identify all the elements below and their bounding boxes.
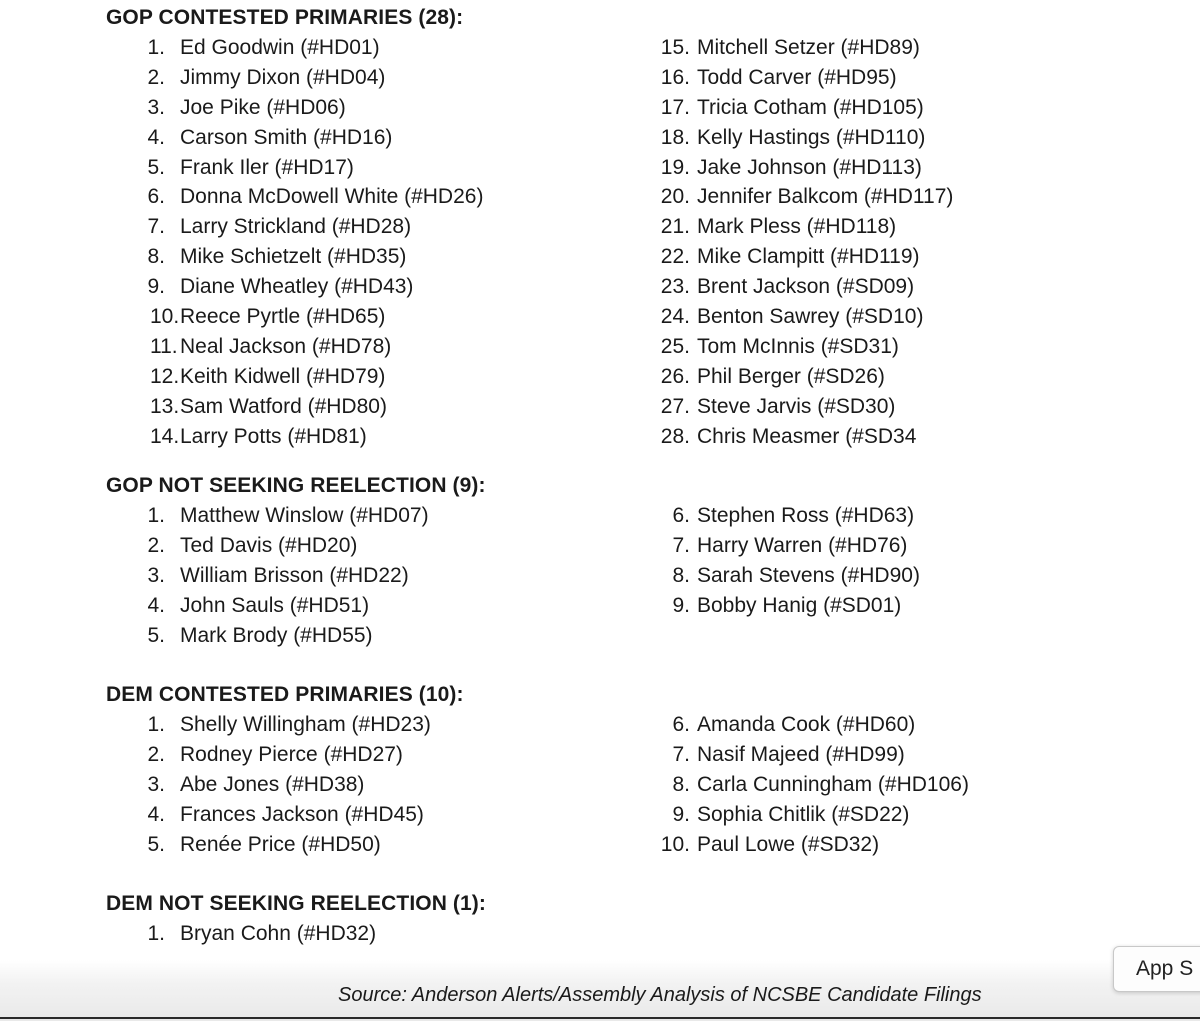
item-name: John Sauls (#HD51) [180,593,370,617]
item-number: 27. [660,394,690,418]
item-name: Shelly Willingham (#HD23) [180,713,431,736]
item-name: Sarah Stevens (#HD90) [697,563,920,587]
item-name: Phil Berger (#SD26) [697,364,885,388]
item-number: 12. [150,364,180,388]
item-name: Ed Goodwin (#HD01) [180,36,380,59]
item-name: Paul Lowe (#SD32) [697,832,880,856]
footer-divider [0,1017,1200,1019]
item-number: 4. [147,125,165,149]
source-caption: Source: Anderson Alerts/Assembly Analysis of NCSBE Candidate Filings [338,984,982,1006]
item-name: Todd Carver (#HD95) [697,65,897,89]
item-name: Jennifer Balkcom (#HD117) [697,185,954,209]
item-number: 21. [660,215,690,239]
item-number: 6. [672,504,690,527]
item-number: 24. [660,305,690,329]
item-name: Rodney Pierce (#HD27) [180,742,403,766]
item-name: Carson Smith (#HD16) [180,125,393,149]
item-number: 4. [147,802,165,826]
item-number: 8. [672,563,690,587]
item-name: Mark Pless (#HD118) [697,215,897,239]
item-number: 1. [147,922,165,945]
item-number: 11. [150,334,178,358]
item-name: Steve Jarvis (#SD30) [697,394,896,418]
item-number: 22. [660,245,690,269]
item-name: Diane Wheatley (#HD43) [180,275,414,299]
item-number: 2. [147,742,165,766]
tooltip-label: App S [1136,957,1194,980]
item-number: 9. [147,275,165,299]
item-name: Frances Jackson (#HD45) [180,802,424,826]
item-number: 10. [660,832,690,856]
item-name: Neal Jackson (#HD78) [180,334,392,358]
section-heading: GOP CONTESTED PRIMARIES (28): [106,6,464,29]
item-name: Jake Johnson (#HD113) [697,155,922,179]
item-number: 5. [147,832,165,856]
item-name: Sam Watford (#HD80) [180,394,387,418]
item-name: Mitchell Setzer (#HD89) [697,36,920,59]
item-name: Amanda Cook (#HD60) [697,713,916,736]
item-number: 8. [672,772,690,796]
item-name: Chris Measmer (#SD34 [697,424,917,448]
item-name: Harry Warren (#HD76) [697,533,908,557]
item-number: 2. [147,533,165,557]
item-number: 7. [147,215,165,239]
item-name: Sophia Chitlik (#SD22) [697,802,910,826]
item-number: 13. [150,394,180,418]
item-number: 7. [672,533,690,557]
app-store-tooltip[interactable] [1113,946,1200,992]
item-number: 14. [150,424,180,448]
item-name: Mark Brody (#HD55) [180,623,373,647]
item-number: 1. [147,713,165,736]
item-number: 3. [147,563,165,587]
item-number: 19. [660,155,690,179]
item-name: Larry Potts (#HD81) [180,424,367,448]
item-name: Tricia Cotham (#HD105) [697,95,924,119]
item-name: Matthew Winslow (#HD07) [180,504,429,527]
item-number: 1. [147,504,165,527]
section-heading: GOP NOT SEEKING REELECTION (9): [106,474,486,497]
section-heading: DEM CONTESTED PRIMARIES (10): [106,683,464,706]
item-number: 26. [660,364,690,388]
item-name: Jimmy Dixon (#HD04) [180,65,386,89]
item-number: 3. [147,95,165,119]
item-name: Mike Clampitt (#HD119) [697,245,920,269]
item-number: 1. [147,36,165,59]
item-name: Larry Strickland (#HD28) [180,215,412,239]
item-name: Bryan Cohn (#HD32) [180,922,377,945]
item-number: 10. [150,305,180,329]
item-number: 25. [660,334,690,358]
item-name: Ted Davis (#HD20) [180,533,358,557]
item-number: 17. [660,95,690,119]
item-number: 20. [660,185,690,209]
item-number: 3. [147,772,165,796]
item-number: 15. [660,36,690,59]
item-number: 5. [147,155,165,179]
item-name: Bobby Hanig (#SD01) [697,593,902,617]
item-number: 9. [672,593,690,617]
item-number: 28. [660,424,690,448]
item-name: Carla Cunningham (#HD106) [697,772,969,796]
item-name: Joe Pike (#HD06) [180,95,346,119]
item-number: 16. [660,65,690,89]
item-name: Donna McDowell White (#HD26) [180,185,484,209]
item-name: William Brisson (#HD22) [180,563,409,587]
item-name: Mike Schietzelt (#HD35) [180,245,407,269]
section-heading: DEM NOT SEEKING REELECTION (1): [106,892,486,915]
item-number: 18. [660,125,690,149]
item-number: 2. [147,65,165,89]
item-number: 5. [147,623,165,647]
item-name: Reece Pyrtle (#HD65) [180,305,386,329]
item-number: 4. [147,593,165,617]
item-name: Brent Jackson (#SD09) [697,275,915,299]
item-name: Kelly Hastings (#HD110) [697,125,926,149]
item-name: Stephen Ross (#HD63) [697,504,915,527]
item-name: Frank Iler (#HD17) [180,155,354,179]
item-name: Tom McInnis (#SD31) [697,334,899,358]
item-number: 7. [672,742,690,766]
item-number: 9. [672,802,690,826]
item-name: Abe Jones (#HD38) [180,772,365,796]
item-name: Nasif Majeed (#HD99) [697,742,905,766]
item-number: 6. [672,713,690,736]
item-number: 6. [147,185,165,209]
item-number: 8. [147,245,165,269]
item-number: 23. [660,275,690,299]
item-name: Benton Sawrey (#SD10) [697,305,924,329]
item-name: Keith Kidwell (#HD79) [180,364,386,388]
item-name: Renée Price (#HD50) [180,832,381,856]
